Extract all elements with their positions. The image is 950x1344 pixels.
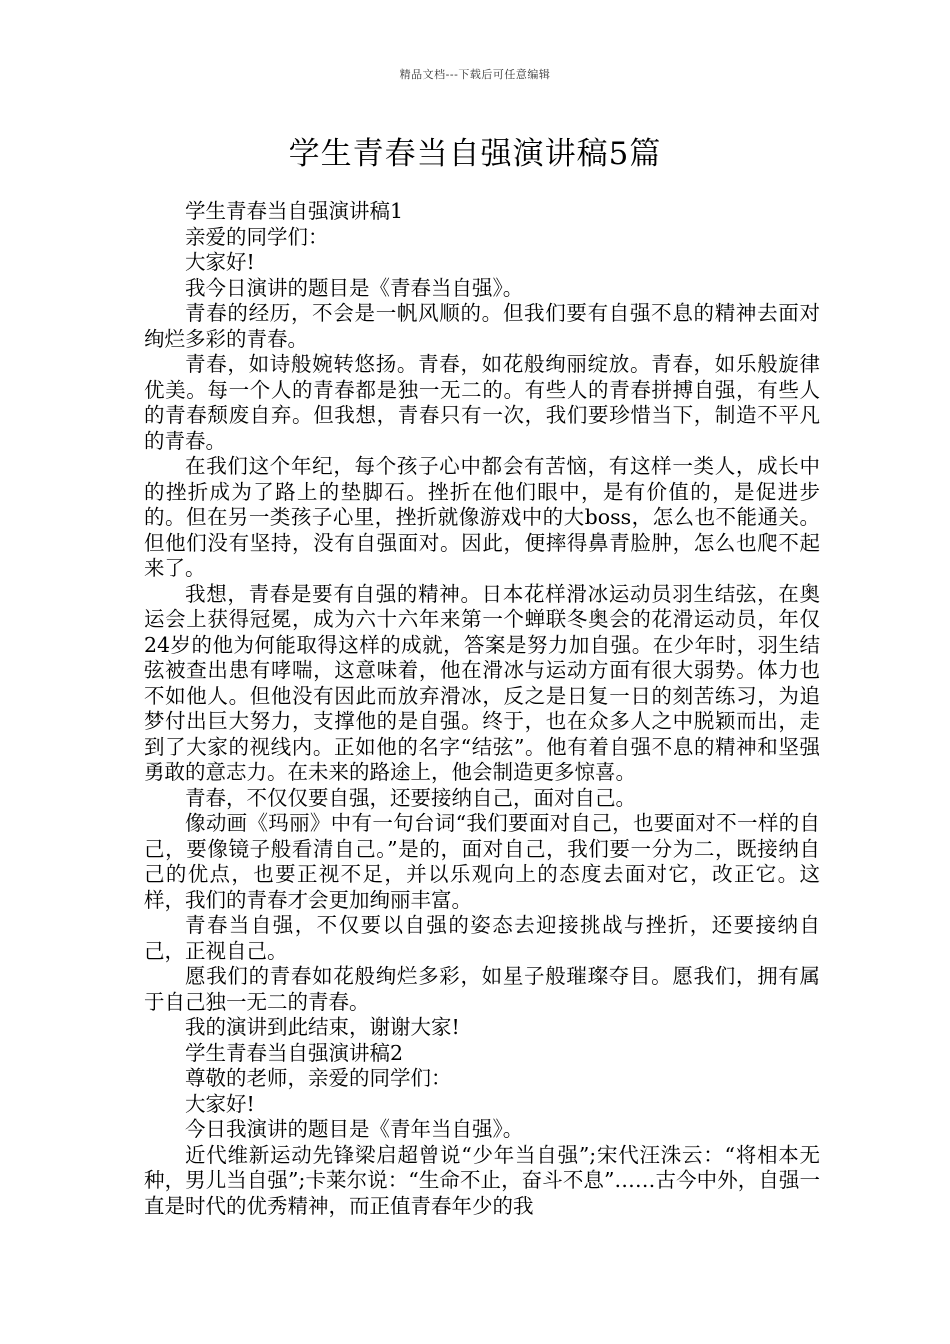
paragraph: 亲爱的同学们： [185,224,329,249]
paragraph: 青春当自强，不仅要以自强的姿态去迎接挑战与挫折，还要接纳自己，正视自己。 [144,913,820,963]
paragraph: 像动画《玛丽》中有一句台词“我们要面对自己，也要面对不一样的自己，要像镜子般看清自己。”是的，面对自己，我们要一分为二，既接纳自己的优点，也要正视不足，并以乐观向上的态度去面对它，改正它。这样，我们的青春才会更加绚丽丰富。 [144,811,820,912]
page-header: 精品文档---下载后可任意编辑 [399,68,551,81]
paragraph: 尊敬的老师，亲爱的同学们： [185,1066,452,1090]
paragraph: 青春，不仅仅要自强，还要接纳自己，面对自己。 [185,785,636,810]
paragraph: 青春，如诗般婉转悠扬。青春，如花般绚丽绽放。青春，如乐般旋律优美。每一个人的青春都是独一无二的。有些人的青春拼搏自强，有些人的青春颓废自弃。但我想，青春只有一次，我们要珍惜当下，制造不平凡的青春。 [144,352,820,453]
document-title: 学生青春当自强演讲稿5篇 [288,136,662,172]
paragraph: 我的演讲到此结束，谢谢大家! [185,1015,460,1039]
paragraph: 近代维新运动先锋梁启超曾说“少年当自强”;宋代汪洙云：“将相本无种，男儿当自强”;卡莱尔说：“生命不止，奋斗不息”……古今中外，自强一直是时代的优秀精神，而正值青春年少的我 [144,1142,820,1218]
paragraph: 在我们这个年纪，每个孩子心中都会有苦恼，有这样一类人，成长中的挫折成为了路上的垫脚石。挫折在他们眼中，是有价值的，是促进步的。但在另一类孩子心里，挫折就像游戏中的大boss，怎么也不能通关。但他们没有坚持，没有自强面对。因此，便摔得鼻青脸肿，怎么也爬不起来了。 [144,454,820,580]
paragraph: 今日我演讲的题目是《青年当自强》。 [185,1117,524,1141]
document-body [144,199,820,1219]
paragraph: 我想，青春是要有自强的精神。日本花样滑冰运动员羽生结弦，在奥运会上获得冠冕，成为六十六年来第一个蝉联冬奥会的花滑运动员，年仅24岁的他为何能取得这样的成就，答案是努力加自强。在少年时，羽生结弦被查出患有哮喘，这意味着，他在滑冰与运动方面有很大弱势。体力也不如他人。但他没有因此而放弃滑冰，反之是日复一日的刻苦练习，为追梦付出巨大努力，支撑他的是自强。终于，也在众多人之中脱颖而出，走到了大家的视线内。正如他的名字“结弦”。他有着自强不息的精神和坚强勇敢的意志力。在未来的路途上，他会制造更多惊喜。 [144,581,820,784]
paragraph: 我今日演讲的题目是《青春当自强》。 [185,275,524,300]
paragraph: 学生青春当自强演讲稿1 [185,199,404,223]
paragraph: 青春的经历，不会是一帆风顺的。但我们要有自强不息的精神去面对绚烂多彩的青春。 [144,301,820,351]
paragraph: 大家好! [185,1091,255,1116]
paragraph: 愿我们的青春如花般绚烂多彩，如星子般璀璨夺目。愿我们，拥有属于自己独一无二的青春。 [144,964,820,1014]
paragraph: 大家好! [185,250,255,274]
paragraph: 学生青春当自强演讲稿2 [185,1040,404,1065]
